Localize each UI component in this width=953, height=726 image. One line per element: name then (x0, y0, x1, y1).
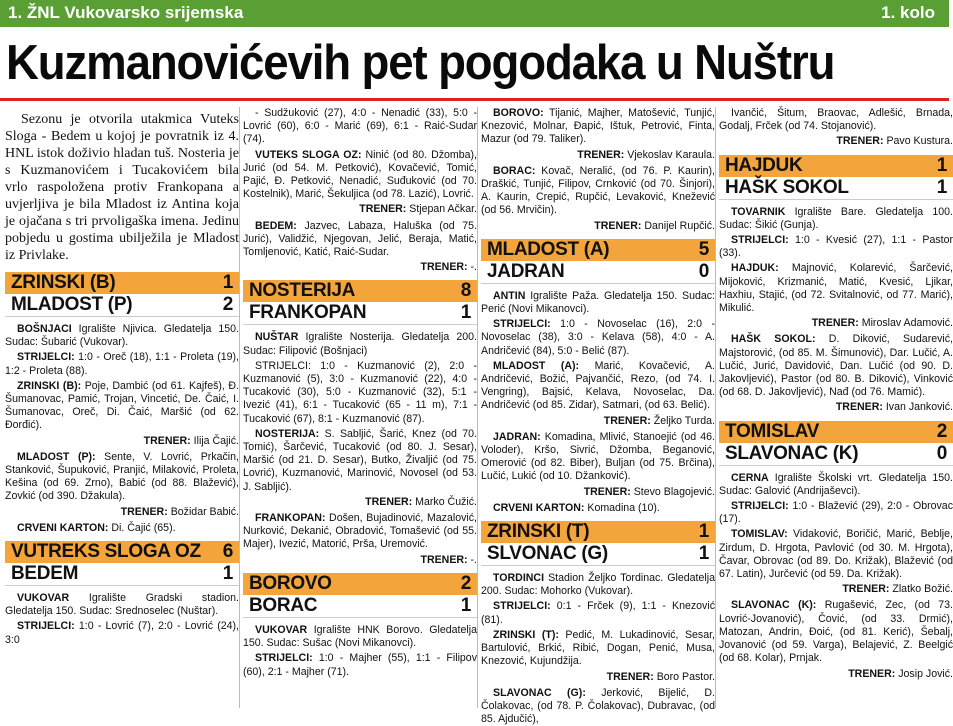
intro-paragraph: Sezonu je otvorila utakmica Vuteks Sloga - Bedem u kojoj je povratnik iz 4. HNL istok doživio hladan tuš. Nosteria je s Kuzmanovićem i Tucakovićem bila vrlo raspoložena protiv Frankopana a uvjerljiva je bila Mladost iz Antina koja je ojačana s tri prvoligaška imena. Jedinu pobjedu u gostima ubilježila je Mladost iz Privlake. (5, 111, 239, 264)
coach-label: TRENER: (121, 506, 168, 518)
away-team-row (5, 294, 239, 316)
paragraph-text: D. Diković, Sudarević, Majstorović, (od 85. M. Šimunović), Dar. Lučić, A. Lučić, Jurić, Davidović, Dan. Lučić (od 90. D. Jakovljević), Pastor (od 80. B. Diković), Vinković (od 68. D. Jakovljević), Nađ (od 76. Mamić). (719, 333, 953, 398)
match-report-paragraph (481, 318, 715, 358)
away-team-score: 1 (937, 177, 947, 199)
coach-label: TRENER: (848, 668, 895, 680)
paragraph-lead: ZRINSKI (B): (17, 380, 81, 392)
home-team-name: MLADOST (A) (487, 239, 609, 260)
paragraph-lead: TORDINCI (493, 572, 544, 584)
home-team-score: 2 (937, 421, 947, 443)
match-report-paragraph (243, 428, 477, 494)
home-team-score: 6 (223, 541, 233, 563)
home-team-score: 1 (223, 272, 233, 294)
match-report-paragraph (719, 333, 953, 399)
paragraph-lead: TOMISLAV: (731, 528, 788, 540)
paragraph-text: Igralište Nosterija. Gledatelja 200. Sudac: Filipović (Bošnjaci) (243, 331, 477, 356)
match-result (719, 155, 953, 200)
coach-name: Zlatko Božić. (889, 583, 953, 595)
coach-label: TRENER: (359, 203, 406, 215)
away-team-name: SLVONAC (G) (487, 543, 608, 564)
coach-line (719, 135, 953, 148)
paragraph-text: Rugašević, Zec, (od 73. Lovrić-Jovanović), Čović, (od 33. Drmić), Matozan, Andrin, Đoić, (od 81. Kerić), Šebalj, Jovanović (od 59. Varga), Belajević, Z. Beelgić (od 68. Kolar), Prnjak. (719, 599, 953, 664)
coach-label: TRENER: (842, 583, 889, 595)
coach-line (719, 317, 953, 330)
away-team-score: 1 (461, 302, 471, 324)
match-report-paragraph (243, 512, 477, 552)
paragraph-lead: JADRAN: (493, 431, 541, 443)
coach-label: TRENER: (577, 149, 624, 161)
home-team-score: 2 (461, 573, 471, 595)
match-report-paragraph (243, 624, 477, 650)
coach-line (719, 583, 953, 596)
paragraph-text: Tijanić, Majher, Matošević, Tunjić, Knezović, Molnar, Đapić, Ištuk, Petrović, Finta, Mazur (od 79. Taliker). (481, 107, 715, 145)
paragraph-lead: SLAVONAC (G): (493, 687, 586, 699)
match-result (5, 272, 239, 317)
match-result (243, 280, 477, 325)
match-report-paragraph (481, 107, 715, 147)
away-team-name: JADRAN (487, 261, 564, 282)
match-report-paragraph (719, 528, 953, 581)
away-team-score: 1 (461, 595, 471, 617)
paragraph-lead: STRIJELCI: (731, 500, 789, 512)
match-report-paragraph (243, 652, 477, 678)
match-report-paragraph (481, 687, 715, 726)
paragraph-lead: STRIJELCI: (255, 652, 313, 664)
away-team-name: MLADOST (P) (11, 294, 132, 315)
article-column-1 (5, 107, 239, 708)
match-report-paragraph (719, 234, 953, 260)
match-result (481, 521, 715, 566)
coach-line (481, 486, 715, 499)
paragraph-lead: VUKOVAR (17, 592, 69, 604)
paragraph-text: Igralište Njivica. Gledatelja 150. Sudac: Šubarić (Vukovar). (5, 323, 239, 348)
round-label: 1. kolo (881, 3, 935, 23)
paragraph-text: Došen, Bujadinović, Mazalović, Nurković, Dekanić, Obradović, Tomašević (od 55. Majer), Ivezić, Matorić, Prša, Uremović. (243, 512, 477, 550)
match-report-paragraph (481, 290, 715, 316)
coach-line (719, 401, 953, 414)
home-team-score: 1 (937, 155, 947, 177)
match-report-paragraph (5, 351, 239, 377)
paragraph-lead: CRVENI KARTON: (17, 522, 108, 534)
match-report-paragraph (243, 220, 477, 260)
away-team-row (719, 177, 953, 199)
away-team-name: FRANKOPAN (249, 302, 366, 323)
match-report-paragraph (5, 451, 239, 504)
match-report-paragraph (719, 472, 953, 498)
paragraph-lead: STRIJELCI: (731, 234, 789, 246)
paragraph-text: 0:1 - Frček (9), 1:1 - Knezović (81). (481, 600, 715, 625)
match-report-paragraph (5, 522, 239, 535)
paragraph-lead: NOSTERIJA: (255, 428, 319, 440)
paragraph-lead: NUŠTAR (255, 331, 298, 343)
paragraph-lead: VUTEKS SLOGA OZ: (255, 149, 362, 161)
paragraph-lead: STRIJELCI: (17, 351, 75, 363)
paragraph-text: 1:0 - Majher (55), 1:1 - Filipov (60), 2:1 - Majher (71). (243, 652, 477, 677)
match-result (5, 541, 239, 586)
home-team-name: TOMISLAV (725, 421, 819, 442)
paragraph-lead: SLAVONAC (K): (731, 599, 816, 611)
league-header-bar (0, 0, 949, 27)
home-team-row (481, 239, 715, 261)
paragraph-lead: BOROVO: (493, 107, 544, 119)
paragraph-text: Jazvec, Labaza, Haluška (od 75. Jurić), Validžić, Njegovan, Jelić, Beraja, Matić, Tomljenović, Katić, Raić-Sudar. (243, 220, 477, 258)
match-report-paragraph (481, 360, 715, 413)
coach-label: TRENER: (420, 261, 467, 273)
coach-line (243, 203, 477, 216)
coach-name: Miroslav Adamović. (859, 317, 953, 329)
column-divider (715, 107, 716, 708)
coach-name: Marko Čužić. (412, 496, 477, 508)
coach-name: Ivan Janković. (883, 401, 953, 413)
match-report-paragraph (719, 206, 953, 232)
home-team-row (5, 272, 239, 294)
paragraph-text: Igralište Paža. Gledatelja 150. Sudac: Perić (Novi Mikanovci). (481, 290, 715, 315)
coach-name: Pavo Kustura. (884, 135, 953, 147)
column-divider (239, 107, 240, 708)
away-team-score: 2 (223, 294, 233, 316)
match-report-paragraph (481, 165, 715, 218)
match-result (243, 573, 477, 618)
coach-line (719, 668, 953, 681)
away-team-score: 0 (937, 443, 947, 465)
paragraph-lead: FRANKOPAN: (255, 512, 325, 524)
paragraph-text: Di. Čajić (65). (108, 522, 175, 534)
home-team-score: 8 (461, 280, 471, 302)
paragraph-text: Stadion Željko Tordinac. Gledatelja 200. Sudac: Mohorko (Vukovar). (481, 572, 715, 597)
match-report-paragraph (481, 502, 715, 515)
match-report-paragraph (719, 107, 953, 133)
match-result (719, 421, 953, 466)
away-team-name: HAŠK SOKOL (725, 177, 849, 198)
coach-line (481, 415, 715, 428)
paragraph-text: Ivančić, Šitum, Braovac, Adlešić, Brnada, Godalj, Frček (od 74. Stojanović). (719, 107, 953, 132)
paragraph-lead: STRIJELCI: (493, 318, 551, 330)
page-headline: Kuzmanovićevih pet pogodaka u Nuštru (6, 35, 880, 91)
paragraph-lead: STRIJELCI: (493, 600, 551, 612)
paragraph-text: S. Sablјić, Šarić, Knez (od 70. Tomić), Šarčević, Tucaković (od 80. J. Sesar), Maršić (od 21. D. Sesar), Butko, Živaljić (od 75. Lovrić), Kuzmanović, Marinović, Novosel (od 53. J. Sablјić). (243, 428, 477, 493)
coach-label: TRENER: (144, 435, 191, 447)
away-team-row (719, 443, 953, 465)
coach-label: TRENER: (420, 554, 467, 566)
paragraph-lead: HAJDUK: (731, 262, 779, 274)
away-team-name: BEDEM (11, 563, 78, 584)
coach-line (243, 261, 477, 274)
match-report-paragraph (5, 620, 239, 646)
match-report-paragraph (243, 107, 477, 147)
coach-name: Božidar Babić. (168, 506, 239, 518)
coach-label: TRENER: (594, 220, 641, 232)
paragraph-lead: BOŠNJACI (17, 323, 72, 335)
away-team-score: 1 (699, 543, 709, 565)
away-team-row (481, 261, 715, 283)
match-report-paragraph (481, 572, 715, 598)
league-title: 1. ŽNL Vukovarsko srijemska (8, 3, 243, 23)
paragraph-text: - Sudžuković (27), 4:0 - Nenadić (33), 5:0 - Lovrić (60), 6:0 - Marić (69), 6:1 - Raić-Sudar (74). (243, 107, 477, 145)
home-team-row (243, 280, 477, 302)
paragraph-text: Komadina (10). (584, 502, 659, 514)
match-report-paragraph (719, 599, 953, 665)
match-report-paragraph (5, 323, 239, 349)
match-report-paragraph (5, 380, 239, 433)
paragraph-text: Ninić (od 80. Džomba), Jurić (od 54. M. Petković), Kovačević, Tomić, Pajić, Đ. Petković, Nenadić, Suđuković (od 70. Kostelnik), Marić, Šekuljica (od 78. Lazić), Lovrić. (243, 149, 477, 201)
coach-line (481, 149, 715, 162)
away-team-row (243, 302, 477, 324)
away-team-row (481, 543, 715, 565)
home-team-row (481, 521, 715, 543)
away-team-row (5, 563, 239, 585)
coach-label: TRENER: (812, 317, 859, 329)
paragraph-lead: ZRINSKI (T): (493, 629, 559, 641)
away-team-name: BORAC (249, 595, 317, 616)
match-report-paragraph (719, 500, 953, 526)
home-team-score: 1 (699, 521, 709, 543)
coach-line (481, 671, 715, 684)
paragraph-text: Sente, V. Lovrić, Prkačin, Stanković, Šupuković, Pranjić, Milaković, Proleta, Kešina (od 69. Zrno), Babić (od 88. Blažević), Zovkić (od 390. Džakula). (5, 451, 239, 503)
home-team-row (5, 541, 239, 563)
paragraph-text: Vidaković, Boričić, Marić, Beblje, Zirdum, D. Hrgota, Pavlović (od 30. M. Hrgota), Čavar, Obrovac (od 89. Do. Križak), Blažević (od 67. Latin), Jurčević (od 59. Da. Križak). (719, 528, 953, 580)
match-result (481, 239, 715, 284)
paragraph-text: 1:0 - Oreč (18), 1:1 - Proleta (19), 1:2 - Proleta (88). (5, 351, 239, 376)
coach-name: Ilija Čajić. (191, 435, 239, 447)
paragraph-text: Jerković, Bijelić, D. Čolakovac, (od 78. P. Čolakovac), Dubravac, (od 85. Ajdučić), (481, 687, 715, 725)
paragraph-lead: MLADOST (A): (493, 360, 579, 372)
article-column-3 (481, 107, 715, 708)
paragraph-text: 1:0 - Lovrić (7), 2:0 - Lovrić (24), 3:0 (5, 620, 239, 645)
coach-name: Željko Turda. (651, 415, 715, 427)
home-team-name: VUTREKS SLOGA OZ (11, 541, 201, 562)
paragraph-text: Igralište Školski vrt. Gledatelja 150. Sudac: Galović (Andrijaševci). (719, 472, 953, 497)
coach-name: Danijel Rupčić. (641, 220, 715, 232)
home-team-name: ZRINSKI (T) (487, 521, 589, 542)
home-team-row (719, 155, 953, 177)
coach-line (5, 506, 239, 519)
coach-label: TRENER: (584, 486, 631, 498)
coach-label: TRENER: (836, 401, 883, 413)
paragraph-lead: VUKOVAR (255, 624, 307, 636)
match-report-paragraph (719, 262, 953, 315)
paragraph-text: 1:0 - Kvesić (27), 1:1 - Pastor (33). (719, 234, 953, 259)
paragraph-text: STRIJELCI: 1:0 - Kuzmanović (2), 2:0 - Kuzmanović (5), 3:0 - Kuzmanović (22), 4:0 - Tucaković (30), 5:0 - Kuzmanović (32), 5:1 - Ivezić (41), 6:1 - Tucaković (65 - 11 m), 7:1 - Tucaković (67), 8:1 - Kuzmanović (87). (243, 360, 477, 425)
coach-label: TRENER: (607, 671, 654, 683)
headline-divider (0, 98, 949, 101)
paragraph-text: Igralište Gradski stadion. Gledatelja 150. Sudac: Srednoselec (Nuštar). (5, 592, 239, 617)
article-column-4 (719, 107, 953, 708)
paragraph-text: Marić, Kovačević, A. Andričević, Božić, Pajvančić, Rezo, (od 74. I. Vengring), Bajsić, Kelava, Novoselac, Da. Andričević (od 85. Zidar), Satmari, (od 63. Belić). (481, 360, 715, 412)
home-team-name: BOROVO (249, 573, 332, 594)
home-team-name: HAJDUK (725, 155, 802, 176)
column-divider (477, 107, 478, 708)
match-report-paragraph (5, 592, 239, 618)
match-report-paragraph (243, 331, 477, 357)
coach-line (5, 435, 239, 448)
paragraph-lead: BORAC: (493, 165, 535, 177)
paragraph-text: Poje, Dambić (od 61. Kajfeš), Đ. Šumanovac, Pamić, Trojan, Vincetić, De. Čaić, I. Šumanovac, Oreč, Di. Čaić, Maršić (od 62. Đorđić). (5, 380, 239, 432)
coach-name: Boro Pastor. (654, 671, 715, 683)
coach-name: Stevo Blagojević. (631, 486, 715, 498)
match-report-paragraph (243, 360, 477, 426)
away-team-name: SLAVONAC (K) (725, 443, 858, 464)
home-team-name: NOSTERIJA (249, 280, 355, 301)
coach-name: -. (468, 554, 477, 566)
coach-label: TRENER: (836, 135, 883, 147)
paragraph-text: 1:0 - Novoselac (16), 2:0 - Novoselac (38), 3:0 - Kelava (58), 4:0 - A. Andričević (84), 5:0 - Belić (87). (481, 318, 715, 356)
paragraph-lead: HAŠK SOKOL: (731, 333, 815, 345)
paragraph-lead: CERNA (731, 472, 769, 484)
away-team-score: 1 (223, 563, 233, 585)
coach-line (243, 496, 477, 509)
coach-name: Vjekoslav Karaula. (624, 149, 715, 161)
paragraph-lead: CRVENI KARTON: (493, 502, 584, 514)
home-team-name: ZRINSKI (B) (11, 272, 115, 293)
paragraph-lead: TOVARNIK (731, 206, 785, 218)
paragraph-lead: MLADOST (P): (17, 451, 96, 463)
paragraph-text: Komadina, Mlivić, Stanoejić (od 46. Voloder), Kršo, Sivrić, Džomba, Beganović, Omerović (od 82. Biber), Buljan (od 75. Brčina), Lučić, Lukić (od 10. Džanković). (481, 431, 715, 483)
match-report-paragraph (481, 629, 715, 669)
coach-name: Josip Jović. (895, 668, 953, 680)
paragraph-lead: ANTIN (493, 290, 525, 302)
paragraph-text: Kovač, Neralić, (od 76. P. Kaurin), Draškić, Tunjić, Filipov, Crnković (od 70. Šinjori), A. Kaurin, Crepić, Rupčić, Levaković, Knežević (od 56. Mrvičin). (481, 165, 715, 217)
away-team-score: 0 (699, 261, 709, 283)
match-report-paragraph (243, 149, 477, 202)
match-report-paragraph (481, 600, 715, 626)
match-report-paragraph (481, 431, 715, 484)
home-team-score: 5 (699, 239, 709, 261)
article-column-2 (243, 107, 477, 708)
coach-label: TRENER: (365, 496, 412, 508)
coach-label: TRENER: (604, 415, 651, 427)
paragraph-text: Igralište Bare. Gledatelja 100. Sudac: Šikić (Gunja). (719, 206, 953, 231)
coach-name: -. (468, 261, 477, 273)
home-team-row (243, 573, 477, 595)
paragraph-lead: BEDEM: (255, 220, 297, 232)
paragraph-lead: STRIJELCI: (17, 620, 75, 632)
coach-line (243, 554, 477, 567)
coach-name: Stjepan Ačkar. (406, 203, 477, 215)
paragraph-text: Majnović, Kolarević, Šarčević, Mijoković, Krizmanić, Matić, Kvesić, Ljikar, Haxhiu, Stajić, (od 72. Svitalnović, od 77. Marić), Mikulić. (719, 262, 953, 314)
paragraph-text: Pedić, M. Lukadinović, Sesar, Bartulović, Brkić, Ribić, Dogan, Penić, Musa, Knezović, Kujundžija. (481, 629, 715, 667)
paragraph-text: Igralište HNK Borovo. Gledatelja 150. Sudac: Sušac (Novi Mikanovci). (243, 624, 477, 649)
away-team-row (243, 595, 477, 617)
home-team-row (719, 421, 953, 443)
paragraph-text: 1:0 - Blažević (29), 2:0 - Obrovac (17). (719, 500, 953, 525)
coach-line (481, 220, 715, 233)
